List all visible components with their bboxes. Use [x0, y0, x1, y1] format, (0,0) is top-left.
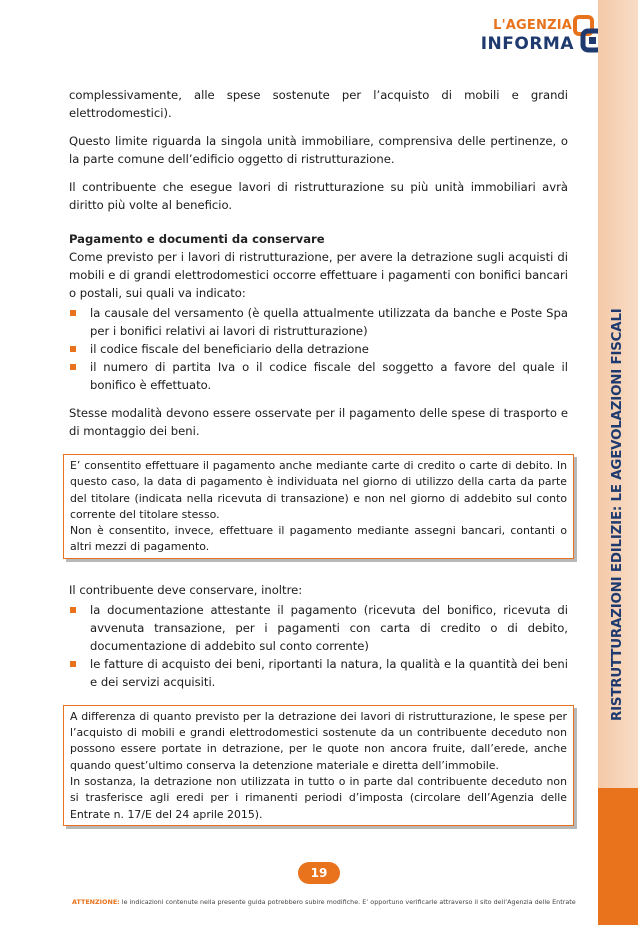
list-item: la documentazione attestante il pagamento (ricevuta del bonifico, ricevuta di avvenuta transazione, per i pagamenti con carta di credito o di debito, documentazione di addebito sul conto corrente): [69, 601, 568, 655]
callout-1-paragraph-2: Non è consentito, invece, effettuare il pagamento mediante assegni bancari, contanti o altri mezzi di pagamento.: [70, 524, 567, 554]
paragraph-3: Il contribuente che esegue lavori di ristrutturazione su più unità immobiliari avrà diritto più volte al beneficio.: [69, 180, 568, 212]
paragraph-2: Questo limite riguarda la singola unità immobiliare, comprensiva delle pertinenze, o la parte comune dell’edificio oggetto di ristrutturazione.: [69, 134, 568, 166]
list-item: il numero di partita Iva o il codice fiscale del soggetto a favore del quale il bonifico è effettuato.: [69, 358, 568, 394]
bullet-square-icon: [70, 364, 76, 370]
callout-2-paragraph-1: A differenza di quanto previsto per la detrazione dei lavori di ristrutturazione, le spese per l’acquisto di mobili e grandi elettrodomestici sostenute da un contribuente deceduto non possono essere portate in detrazione, per le quote non ancora fruite, dall’erede, anche quando quest’ultimo conserva la detenzione materiale e diretta dell’immobile.: [70, 709, 567, 772]
callout-1-paragraph-1: E’ consentito effettuare il pagamento anche mediante carte di credito o carte di debito. In questo caso, la data di pagamento è individuata nel giorno di utilizzo della carta da parte del titolare (indicata nella ricevuta di transazione) e non nel giorno di addebito sul conto corrente del titolare stesso.: [70, 459, 567, 521]
agenzia-informa-logo: [480, 14, 606, 60]
bullet-square-icon: [70, 661, 76, 667]
bullet-square-icon: [70, 346, 76, 352]
payment-requirements-list: [69, 304, 568, 394]
paragraph-5: Stesse modalità devono essere osservate per il pagamento delle spese di trasporto e di montaggio dei beni.: [69, 406, 568, 438]
paragraph-1: complessivamente, alle spese sostenute per l’acquisto di mobili e grandi elettrodomestici).: [69, 88, 568, 120]
footer-text: le indicazioni contenute nella presente guida potrebbero subire modifiche. E’ opportuno verificarle attraverso il sito dell’Agenzia delle Entrate: [121, 898, 576, 906]
logo-line2: INFORMA: [480, 34, 574, 54]
callout-box-heirs: [63, 705, 574, 826]
list-item: il codice fiscale del beneficiario della detrazione: [69, 340, 568, 358]
bullet-square-icon: [70, 607, 76, 613]
page-content: [69, 86, 568, 848]
documents-list: [69, 601, 568, 691]
paragraph-6: Il contribuente deve conservare, inoltre:: [69, 582, 303, 597]
sidebar-title: RISTRUTTURAZIONI EDILIZIE: LE AGEVOLAZIONI FISCALI: [610, 308, 625, 721]
paragraph-4: Come previsto per i lavori di ristrutturazione, per avere la detrazione sugli acquisti di mobili e di grandi elettrodomestici occorre effettuare i pagamenti con bonifici bancari o postali, sui quali va indicato:: [69, 250, 568, 300]
callout-2-paragraph-2: In sostanza, la detrazione non utilizzata in tutto o in parte dal contribuente deceduto non si trasferisce agli eredi per i rimanenti periodi d’imposta (circolare dell’Agenzia delle Entrate n. 17/E del 24 aprile 2015).: [70, 774, 567, 821]
side-band-accent: [598, 788, 638, 925]
list-item: le fatture di acquisto dei beni, riportanti la natura, la qualità e la quantità dei beni e dei servizi acquisiti.: [69, 655, 568, 691]
section-heading: Pagamento e documenti da conservare: [69, 232, 325, 246]
bullet-square-icon: [70, 310, 76, 316]
page-number: 19: [298, 862, 340, 884]
footer-note: [72, 898, 576, 906]
callout-box-payment-cards: [63, 454, 574, 559]
footer-warning: ATTENZIONE:: [72, 898, 120, 906]
list-item: la causale del versamento (è quella attualmente utilizzata da banche e Poste Spa per i bonifici relativi ai lavori di ristrutturazione): [69, 304, 568, 340]
logo-line1: L'AGENZIA: [493, 18, 572, 33]
